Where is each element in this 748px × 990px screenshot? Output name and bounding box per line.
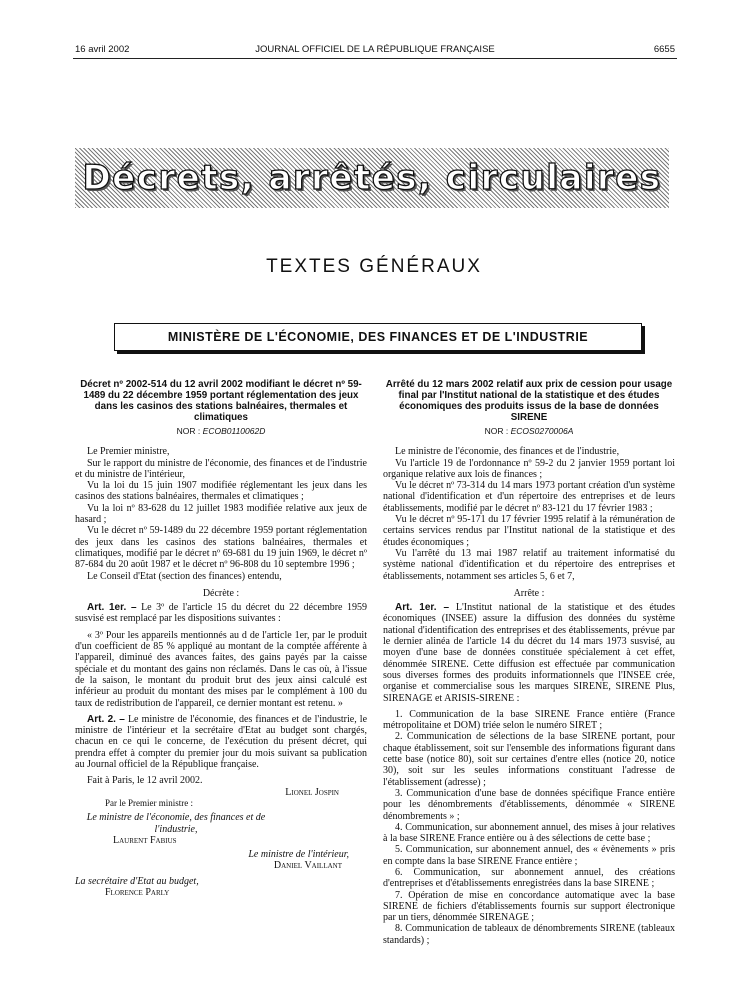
paragraph: Vu le décret nº 59-1489 du 22 décembre 1959 portant réglementation des jeux dans les casinos des stations balnéaires, thermales et climatiques, modifié par le décret nº 69-681 du 19 juin 1969, le décret nº 87-684 du 20 août 1987 et le décret nº 96-808 du 10 septembre 1996 ; [75, 525, 367, 571]
paragraph: Vu l'arrêté du 13 mai 1987 relatif au traitement informatisé du système national d'identification et du répertoire des entreprises et établissements, notamment ses articles 5, 6 et 7, [383, 547, 675, 582]
list-item: 3. Communication d'une base de données spécifique France entière pour les dénombrements d'établissements, dénommée « SIRENE dénombrements » ; [383, 787, 675, 822]
paragraph: Le Premier ministre, [87, 446, 170, 458]
arrete-heading: Arrête : [513, 587, 545, 599]
paragraph: Vu la loi du 15 juin 1907 modifiée réglementant les jeux dans les casinos des stations balnéaires, thermales et climatiques ; [75, 480, 367, 503]
list-item: 7. Opération de mise en concordance automatique avec la base SIRENE de fichiers d'établissements fournis sur support électronique par un tiers, dénommée SIRENAGE ; [383, 889, 675, 924]
ministry-box [114, 323, 642, 351]
minister-interior-title: Le ministre de l'intérieur, [248, 849, 349, 861]
article-1-quote: « 3º Pour les appareils mentionnés au d de l'article 1er, par le produit d'un coefficient de 85 % appliqué au montant de la comptée afférente à l'appareil, diminué des avances faites, des gains payés par la caisse spéciale et du montant des gains non réclamés. Dans le cas où, à l'issue de la saison, le montant du produit brut des jeux ainsi calculé est inférieur au produit du montant des mises par le complément à 100 du taux de redistribution de l'appareil, ce dernier montant est retenu. » [75, 629, 367, 709]
right-column [383, 379, 675, 946]
left-column [75, 379, 367, 898]
article-1-text: Le 3º de l'article 15 du décret du 22 décembre 1959 susvisé est remplacé par les dispositions suivantes : [75, 602, 367, 625]
list-item: 4. Communication, sur abonnement annuel, des mises à jour relatives à la base SIRENE France entière ou à des sélections de cette base ; [383, 821, 675, 845]
article-2-text: Le ministre de l'économie, des finances et de l'industrie, le ministre de l'intérieur et la secrétaire d'Etat au budget sont chargés, chacun en ce qui le concerne, de l'exécution du présent décret, qui prendra effet à compter du premier jour du mois suivant sa publication au Journal officiel de la République française. [75, 713, 368, 771]
list-item: 6. Communication, sur abonnement annuel, des créations d'entreprises et d'établissements enregistrées dans la base SIRENE ; [383, 866, 675, 890]
signer-name: Lionel Jospin [285, 786, 339, 798]
minister-interior-name: Daniel Vaillant [273, 860, 342, 872]
article-2-label: Art. 2. – [87, 713, 125, 725]
list-item: 5. Communication, sur abonnement annuel, des « évènements » pris en compte dans la base SIRENE France entière ; [383, 844, 675, 867]
paragraph: Vu l'article 19 de l'ordonnance nº 59-2 du 2 janvier 1959 portant loi organique relative aux lois de finances ; [383, 457, 675, 480]
article-1 [75, 602, 367, 625]
paragraph: Vu le décret nº 95-171 du 17 février 1995 relatif à la rémunération de certains services rendus par l'Institut national de la statistique et des études économiques ; [383, 514, 675, 548]
fait-line: Fait à Paris, le 12 avril 2002. [87, 775, 203, 787]
paragraph: Le Conseil d'Etat (section des finances) entendu, [87, 570, 282, 582]
banner-text: Décrets, arrêtés, circulaires [82, 158, 662, 198]
list-item: 2. Communication de sélections de la base SIRENE portant, pour chaque établissement, soit sur l'ensemble des informations figurant dans cette base (notice 80), soit sur certaines d'entre elles (notice 20, notice 30), soit sur les seules informations constituant l'adresse de l'établissement (adresse) ; [383, 731, 675, 788]
arrete-title: Arrêté du 12 mars 2002 relatif aux prix de cession pour usage final par l'Institut national de la statistique et des études économiques des produits issus de la base de données SIRENE [385, 379, 673, 423]
secretary-name: Florence Parly [105, 886, 170, 898]
par-line: Par le Premier ministre : [105, 797, 193, 808]
article-1-label: Art. 1er. – [395, 602, 450, 614]
section-title: TEXTES GÉNÉRAUX [266, 256, 482, 277]
paragraph: Sur le rapport du ministre de l'économie, des finances et de l'industrie et du ministre de l'intérieur, [75, 457, 367, 480]
running-header [75, 44, 675, 58]
article-1-label: Art. 1er. – [87, 602, 137, 614]
paragraph: Le ministre de l'économie, des finances et de l'industrie, [395, 446, 620, 458]
decree-nor [75, 426, 367, 437]
article-1 [383, 602, 675, 704]
header-page-number: 6655 [653, 44, 675, 55]
ministry-name: MINISTÈRE DE L'ÉCONOMIE, DES FINANCES ET DE L'INDUSTRIE [167, 330, 589, 344]
article-2 [75, 714, 367, 770]
nor-code: ECOB0110062D [202, 426, 266, 436]
paragraph: Vu le décret nº 73-314 du 14 mars 1973 portant création d'un système national d'identification et d'un répertoire des entreprises et de leurs établissements, modifié par le décret nº 83-121 du 17 février 1983 ; [383, 480, 675, 514]
nor-code: ECOS0270006A [510, 426, 574, 436]
nor-label: NOR : [176, 426, 201, 436]
minister-economy-title: Le ministre de l'économie, des finances et de l'industrie, [86, 812, 266, 835]
decree-title: Décret nº 2002-514 du 12 avril 2002 modifiant le décret nº 59-1489 du 22 décembre 1959 portant réglementation des jeux dans les casinos des stations balnéaires, thermales et climatiques [80, 379, 362, 423]
section-banner [75, 148, 669, 208]
minister-economy-name: Laurent Fabius [113, 834, 177, 846]
list-item: 1. Communication de la base SIRENE France entière (France métropolitaine et DOM) triée selon le numéro SIRET ; [383, 708, 675, 732]
decrete-heading: Décrète : [202, 587, 240, 599]
article-1-text: L'Institut national de la statistique et des études économiques (INSEE) assure la diffusion des données du système national d'identification des entreprises et des établissements, prévue par le dernier alinéa de l'article 14 du décret du 14 mars 1973 susvisé, au moyen d'une base de données constituée spécialement à cet effet, dénommée SIRENE. Cette diffusion est effectuée par communication sous diverses formes des produits informationnels que l'INSEE crée, organise et commercialise sous les marques SIRENE, SIRENE Plus, SIRENAGE et ARISIS-SIRENE : [383, 602, 675, 704]
header-date: 16 avril 2002 [75, 44, 130, 55]
header-journal-title: JOURNAL OFFICIEL DE LA RÉPUBLIQUE FRANÇAISE [255, 44, 495, 55]
header-rule [73, 58, 677, 59]
nor-label: NOR : [484, 426, 509, 436]
paragraph: Vu la loi nº 83-628 du 12 juillet 1983 modifiée relative aux jeux de hasard ; [75, 502, 367, 526]
arrete-nor [383, 426, 675, 437]
list-item: 8. Communication de tableaux de dénombrements SIRENE (tableaux standards) ; [383, 923, 675, 946]
secretary-title: La secrétaire d'Etat au budget, [75, 875, 199, 887]
